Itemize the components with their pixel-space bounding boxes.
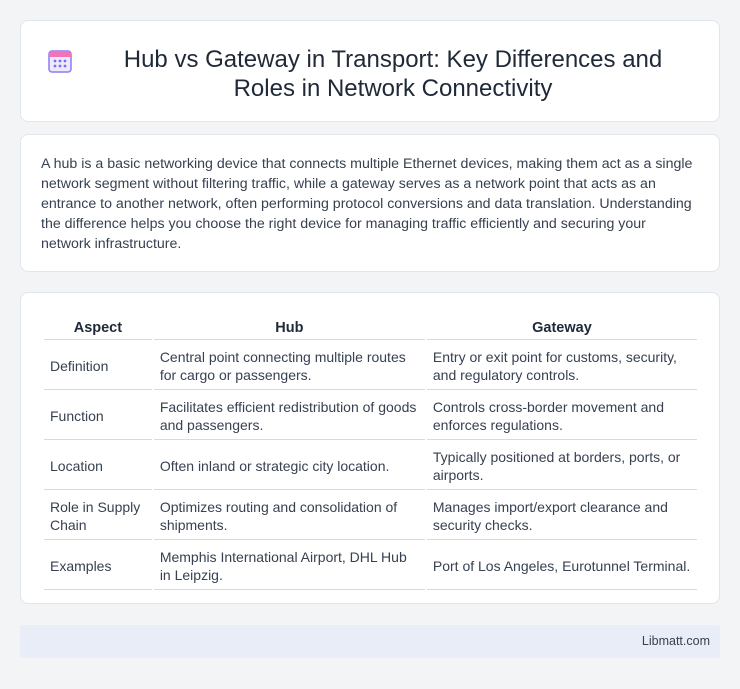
intro-paragraph: A hub is a basic networking device that connects multiple Ethernet devices, making them act as a single network segment without filtering traffic, while a gateway serves as a network point that acts as an entrance to another network, often performing protocol conversions and data translation. Understanding the difference helps you choose the right device for managing traffic efficiently and securing your network infrastructure. xyxy=(41,156,693,252)
table-row xyxy=(44,442,697,490)
header-card xyxy=(20,20,720,122)
cell-gateway: Entry or exit point for customs, security, and regulatory controls. xyxy=(427,342,697,390)
header-hub: Hub xyxy=(154,315,425,340)
cell-gateway: Manages import/export clearance and security checks. xyxy=(427,492,697,540)
footer-link[interactable]: Libmatt.com xyxy=(641,634,710,648)
cell-hub: Optimizes routing and consolidation of shipments. xyxy=(154,492,425,540)
cell-gateway: Controls cross-border movement and enforces regulations. xyxy=(427,392,697,440)
cell-aspect: Location xyxy=(44,442,152,490)
cell-aspect: Function xyxy=(44,392,152,440)
cell-hub: Often inland or strategic city location. xyxy=(154,442,425,490)
header-gateway: Gateway xyxy=(427,315,697,340)
page-title: Hub vs Gateway in Transport: Key Differences and Roles in Network Connectivity xyxy=(123,46,663,102)
table-row xyxy=(44,492,697,540)
table-row xyxy=(44,542,697,590)
cell-gateway: Port of Los Angeles, Eurotunnel Terminal. xyxy=(427,542,697,590)
header-aspect: Aspect xyxy=(44,315,152,340)
table-header-row xyxy=(44,315,697,340)
footer-bar xyxy=(20,625,720,658)
cell-hub: Central point connecting multiple routes for cargo or passengers. xyxy=(154,342,425,390)
table-row xyxy=(44,392,697,440)
table-card xyxy=(20,292,720,604)
cell-aspect: Definition xyxy=(44,342,152,390)
intro-card xyxy=(20,134,720,272)
cell-aspect: Role in Supply Chain xyxy=(44,492,152,540)
cell-gateway: Typically positioned at borders, ports, or airports. xyxy=(427,442,697,490)
table-row xyxy=(44,342,697,390)
cell-aspect: Examples xyxy=(44,542,152,590)
cell-hub: Memphis International Airport, DHL Hub in Leipzig. xyxy=(154,542,425,590)
cell-hub: Facilitates efficient redistribution of goods and passengers. xyxy=(154,392,425,440)
comparison-table xyxy=(42,313,699,592)
calendar-icon xyxy=(47,48,73,74)
